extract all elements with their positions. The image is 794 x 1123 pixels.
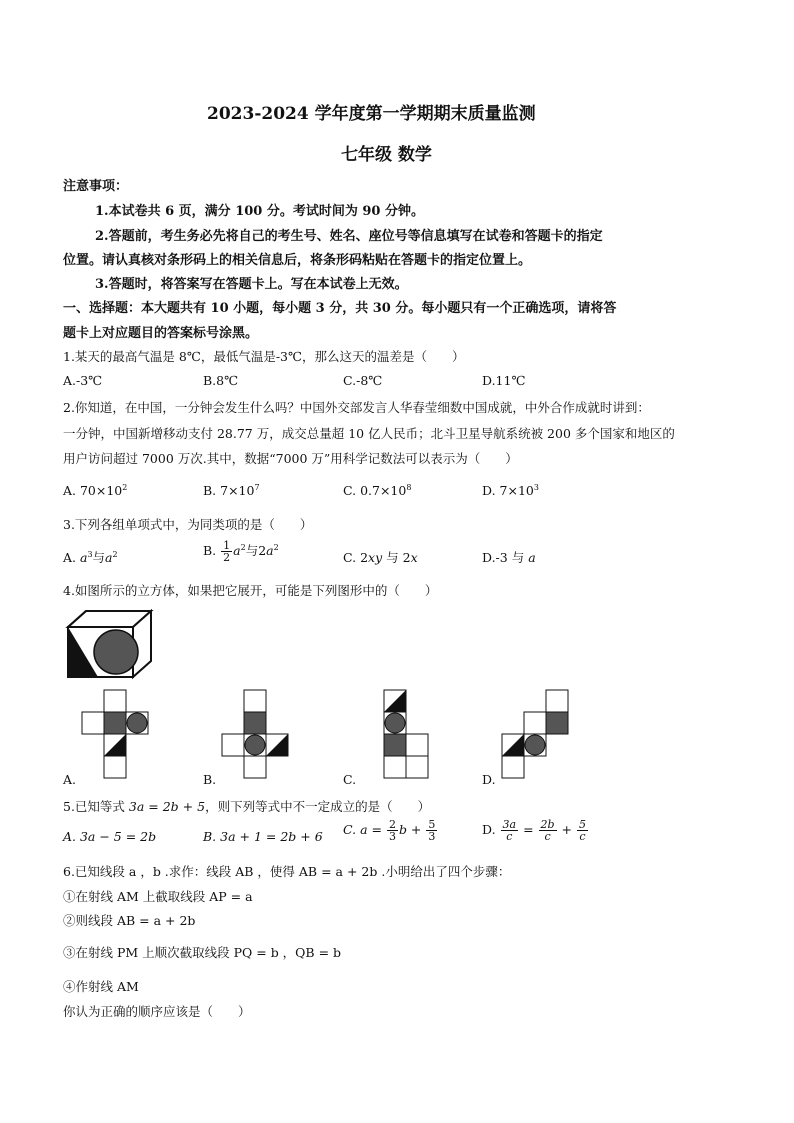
question-6-ask: 你认为正确的顺序应该是（ ） xyxy=(63,1004,251,1019)
net-option-d xyxy=(500,690,590,782)
question-4-stem: 4.如图所示的立方体，如果把它展开，可能是下列图形中的（ ） xyxy=(63,583,438,598)
question-2-option-b: B. $7\times 10^7$ xyxy=(203,483,260,499)
notice-item-2-line-2: 位置。请认真核对条形码上的相关信息后，将条形码粘贴在答题卡的指定位置上。 xyxy=(63,253,532,268)
question-3-option-a: A. $a^3$与$a^2$ xyxy=(63,549,118,565)
net-option-c xyxy=(360,690,440,782)
question-1-option-a: A.-3℃ xyxy=(63,373,103,388)
net-label-a: A. xyxy=(63,772,77,787)
page-subtitle: 七年级 数学 xyxy=(341,145,432,165)
notice-item-3: 3.答题时，将答案写在答题卡上。写在本试卷上无效。 xyxy=(95,277,408,292)
question-2-line-2: 一分钟，中国新增移动支付 28.77 万，成交总量超 10 亿人民币；北斗卫星导航系统被 200 多个国家和地区的 xyxy=(63,426,675,441)
question-3-option-d: D.-3 与 a xyxy=(482,550,536,565)
question-6-step-2: ②则线段 AB = a + 2b xyxy=(63,913,196,928)
question-2-line-1: 2.你知道，在中国，一分钟会发生什么吗？中国外交部发言人华春莹细数中国成就，中外合作成就时讲到： xyxy=(63,400,650,415)
question-1-option-c: C.-8℃ xyxy=(343,373,383,388)
question-5-option-a: A. 3a − 5 = 2b xyxy=(63,829,157,844)
question-6-step-4: ④作射线 AM xyxy=(63,979,139,994)
question-1-stem: 1.某天的最高气温是 8℃，最低气温是-3℃，那么这天的温差是（ ） xyxy=(63,349,465,364)
question-6-stem: 6.已知线段 a ，b .求作：线段 AB ，使得 AB = a + 2b .小明给出了四个步骤： xyxy=(63,864,511,879)
notice-heading: 注意事项： xyxy=(63,179,129,194)
question-2-option-a: A. $70\times 10^2$ xyxy=(63,483,128,499)
question-5-option-c: C. a = $\frac{2}{3}$ b + $\frac{5}{3}$ xyxy=(343,818,436,843)
notice-item-1: 1.本试卷共 6 页，满分 100 分。考试时间为 90 分钟。 xyxy=(95,204,424,219)
cube-figure xyxy=(66,609,156,681)
net-label-c: C. xyxy=(343,772,357,787)
notice-item-2-line-1: 2.答题前，考生务必先将自己的考生号、姓名、座位号等信息填写在试卷和答题卡的指定 xyxy=(95,229,603,244)
net-option-a xyxy=(80,690,160,780)
question-6-step-1: ①在射线 AM 上截取线段 AP = a xyxy=(63,889,253,904)
question-3-option-b: B. $\frac{1}{2}$ $a^2$与$2a^2$ xyxy=(203,539,279,564)
question-2-line-3: 用户访问超过 7000 万次.其中，数据“7000 万”用科学记数法可以表示为（ ） xyxy=(63,451,518,466)
page-title: 2023-2024 学年度第一学期期末质量监测 xyxy=(207,104,536,124)
net-option-b xyxy=(220,690,300,780)
question-3-option-c: C. 2xy 与 2x xyxy=(343,550,418,565)
net-label-b: B. xyxy=(203,772,217,787)
question-5-option-b: B. 3a + 1 = 2b + 6 xyxy=(203,829,323,844)
question-5-stem: 5.已知等式 3a = 2b + 5，则下列等式中不一定成立的是（ ） xyxy=(63,799,431,814)
question-2-option-d: D. $7\times 10^3$ xyxy=(482,483,539,499)
section-heading-line-1: 一、选择题：本大题共有 10 小题，每小题 3 分，共 30 分。每小题只有一个正确选项，请将答 xyxy=(63,301,617,316)
net-label-d: D. xyxy=(482,772,496,787)
question-1-option-b: B.8℃ xyxy=(203,373,239,388)
question-2-option-c: C. $0.7\times 10^8$ xyxy=(343,483,412,499)
question-6-step-3: ③在射线 PM 上顺次截取线段 PQ = b ，QB = b xyxy=(63,945,342,960)
section-heading-line-2: 题卡上对应题目的答案标号涂黑。 xyxy=(63,326,259,341)
question-5-option-d: D. $\frac{3a}{c}$ = $\frac{2b}{c}$ + $\frac{5}{c}$ xyxy=(482,818,586,843)
question-1-option-d: D.11℃ xyxy=(482,373,526,388)
question-3-stem: 3.下列各组单项式中，为同类项的是（ ） xyxy=(63,517,313,532)
